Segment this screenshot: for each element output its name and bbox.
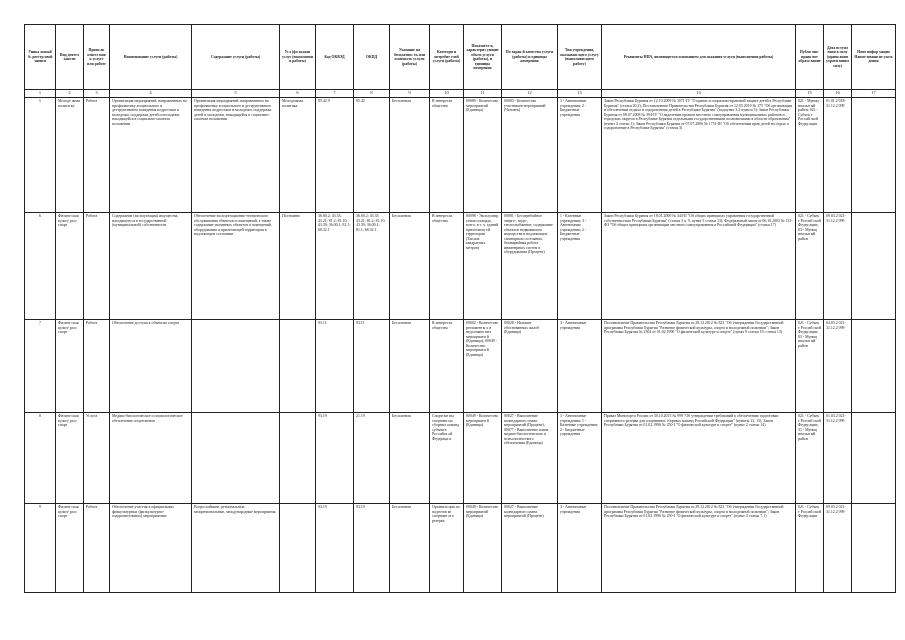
column-number: 6 bbox=[280, 90, 316, 98]
okpd-cell: 85.42 bbox=[354, 98, 390, 213]
column-number: 13 bbox=[558, 90, 602, 98]
entity-cell: 021 - Муниц ипальн ый район; 021 - Субъек т Россий ской Федер ации bbox=[796, 98, 824, 213]
table-row bbox=[25, 98, 896, 213]
okved-cell: 93.19 bbox=[316, 504, 354, 593]
content-cell: Организация мероприятий, направленных на профилактику асоциального и деструктивного поведения подростков и молодежи, поддержка детей и молодежи, находящейся в социально-опасном положении bbox=[192, 98, 280, 213]
record-number: 8 bbox=[25, 413, 56, 504]
okpd-cell: 93.19 bbox=[354, 504, 390, 593]
npa-cell: Постановление Правительства Республики Бурятия от 29.12.2012 № 823 "Об утверждении Государственной программы Республики Бурятия "Развитие физической культуры, спорта и молодежной политики"; Закон Республики Бурятия от 01.02.1996 № 250-I "О физической культуре и спорте" (пункт 4 статьи 7.1) bbox=[602, 504, 796, 593]
institution-type-cell: 3 - Автономные учреждения bbox=[558, 320, 602, 413]
conditions-cell: Молодежная политика bbox=[280, 98, 316, 213]
npa-cell: Постановление Правительства Республики Бурятия от 28.12.2012 № 823 "Об утверждении Государственной программы Республики Бурятия "Развитие физической культуры, спорта и молодежной политики"; Закон Республики Бурятия № 2504 от 01.02.1996 "О физической культуре и спорте" (пункт 9 статьи 19, статья 13) bbox=[602, 320, 796, 413]
date-cell: 09.03.2 021- 31.12.2 099 bbox=[824, 504, 852, 593]
activity-cell: Физиче ская культу ра и спорт bbox=[56, 213, 84, 320]
conditions-cell bbox=[280, 413, 316, 504]
info-cell bbox=[852, 413, 896, 504]
institution-type-cell: 3 - Автономные учреждения bbox=[558, 504, 602, 593]
volume-cell: 00049 - Количество мероприяти й (Единица) bbox=[464, 413, 502, 504]
header-cell: По харак й качества услуги (работы) и единицы измерения bbox=[502, 25, 558, 90]
date-cell: 04.03.2 021- 31.12.2 099 bbox=[824, 320, 852, 413]
volume-cell: 00089 - Количество мероприятий (Единица) bbox=[464, 98, 502, 213]
activity-cell: Молоде жная полити ка bbox=[56, 98, 84, 213]
info-cell bbox=[852, 504, 896, 593]
column-number: 17 bbox=[852, 90, 896, 98]
header-cell: ОКПД bbox=[354, 25, 390, 90]
header-cell: Номе инфор мацио Наиме ювани не ужеж дения bbox=[852, 25, 896, 90]
conditions-cell: Постоянно bbox=[280, 213, 316, 320]
type-cell: Работа bbox=[84, 98, 110, 213]
activity-cell: Физиче ская культу ра и спорт bbox=[56, 504, 84, 593]
consumers-cell: Спортсме ны спортивн ых сборных команд субъекта Российск ой Федераци и bbox=[430, 413, 464, 504]
conditions-cell bbox=[280, 504, 316, 593]
institution-type-cell: 3 - Автономные учреждения; 2 - Бюджетные учреждения bbox=[558, 98, 602, 213]
column-number: 4 bbox=[110, 90, 192, 98]
column-number: 15 bbox=[796, 90, 824, 98]
okpd-cell: 21.19 bbox=[354, 413, 390, 504]
registry-sheet bbox=[24, 24, 895, 623]
content-cell: Всероссийские, региональные, межрегиональные, международные мероприятия bbox=[192, 504, 280, 593]
type-cell: Работа bbox=[84, 213, 110, 320]
record-number: 5 bbox=[25, 98, 56, 213]
table-row bbox=[25, 320, 896, 413]
table-row bbox=[25, 413, 896, 504]
header-cell: Код ОКВЭД bbox=[316, 25, 354, 90]
volume-cell: 00049 - Количество мероприятий (Единица) bbox=[464, 504, 502, 593]
paid-cell: Бесплатная bbox=[390, 504, 430, 593]
column-number-row bbox=[25, 90, 896, 98]
date-cell: 09.03.2 021- 31.12.2 099 bbox=[824, 213, 852, 320]
column-number: 3 bbox=[84, 90, 110, 98]
header-cell: Дата вступл ения в силу (призн ания утрати вшим силу) bbox=[824, 25, 852, 90]
service-name-cell: Организация мероприятий, направленных на профилактику асоциального и деструктивного поведения подростков и молодежи, поддержка детей и молодежи, находящейся в социально-опасном положении bbox=[110, 98, 192, 213]
header-row bbox=[25, 25, 896, 90]
column-number: 9 bbox=[390, 90, 430, 98]
table-row bbox=[25, 213, 896, 320]
record-number: 9 bbox=[25, 504, 56, 593]
paid-cell: Бесплатная bbox=[390, 98, 430, 213]
header-cell: Вид деятел ьности bbox=[56, 25, 84, 90]
okved-cell: 93.19 bbox=[316, 413, 354, 504]
content-cell: Обеспечение эксплуатационно-технического обслуживания объектов и помещений, а также содержание указанных объектов и помещений, оборудования и прилегающей территории в надлежащем состоянии bbox=[192, 213, 280, 320]
consumers-cell: В интересах общества bbox=[430, 320, 464, 413]
okved-cell: 85.42.9 bbox=[316, 98, 354, 213]
info-cell bbox=[852, 320, 896, 413]
npa-cell: Приказ Минспорта России от 30.10.2015 № 999 "Об утверждении требований к обеспечению подготовки спортивного резерва для спортивных сборных команд Российской Федерации" (пункты 13, 15); Закон Республики Бурятия от 01.02.1996 № 250-I "О физической культуре и спорте" (пункт 2 статьи 14) bbox=[602, 413, 796, 504]
date-cell: 01.01.2 018- 31.12.2 099 bbox=[824, 98, 852, 213]
type-cell: Услуга bbox=[84, 413, 110, 504]
column-number: 8 bbox=[354, 90, 390, 98]
conditions-cell bbox=[280, 320, 316, 413]
type-cell: Работа bbox=[84, 320, 110, 413]
okpd-cell: 93.11 bbox=[354, 320, 390, 413]
record-number: 6 bbox=[25, 213, 56, 320]
paid-cell: Бесплатная bbox=[390, 213, 430, 320]
header-cell: Категори и потребит елей услуги (работы) bbox=[430, 25, 464, 90]
header-cell: Показател и, характериз ующие объем услуги (работы), и единицы измерения bbox=[464, 25, 502, 90]
table-row bbox=[25, 504, 896, 593]
entity-cell: 021 - Субъек т Россий ской Федер ации; 31 - Муниц ипальн ый район bbox=[796, 413, 824, 504]
quality-cell: 00027 - Выполнение календарного плана мероприятий (Процент); 00077 - Выполнение плана медико-биологического и психологического обеспечения (Единица) bbox=[502, 413, 558, 504]
header-cell: Указание на бесплатнос ть или платность услуги (работы) bbox=[390, 25, 430, 90]
quality-cell: 00083 - Количество участников мероприятий (Человек) bbox=[502, 98, 558, 213]
header-cell: Уника льный № реестр овой записи bbox=[25, 25, 56, 90]
column-number: 14 bbox=[602, 90, 796, 98]
consumers-cell: В интересах общества bbox=[430, 213, 464, 320]
header-cell: Наименование услуги (работы) bbox=[110, 25, 192, 90]
quality-cell: 00028 - Наличие обоснованных жалоб (Единица) bbox=[502, 320, 558, 413]
npa-cell: Закон Республики Бурятия от 12.10.2009 № 3071-IV "О правах и социально-правовой защите детей в Республике Бурятия" (статья 20.2); Постановление Правительства Республики Бурятия от 12.05.2010 № 175 "Об организации и обеспечении отдыха и оздоровления детей в Республике Бурятия" (подпункт 3.2 пункта 3); Закон Республики Бурятия от 08.07.2008 № 394-IV "О наделении органов местного самоуправления муниципальных районов и городских округов в Республике Бурятия отдельными государственными полномочиями в области образования" (пункт 4 статьи 1); Закон Республики Бурятия от 07.07.2006 № 1751-III "Об обеспечении прав детей на отдых и оздоровление в Республике Бурятия" (статья 3) bbox=[602, 98, 796, 213]
info-cell bbox=[852, 98, 896, 213]
header-cell: Реквизиты НПА, являющегося основанием для оказания услуги (выполнения работы) bbox=[602, 25, 796, 90]
registry-table bbox=[24, 24, 896, 593]
entity-cell: 021 - Субъек т Россий ской Федер ации; 03 - Муниц ипальн ый район bbox=[796, 320, 824, 413]
content-cell bbox=[192, 320, 280, 413]
column-number: 10 bbox=[430, 90, 464, 98]
header-cell: Содержание услуги (работы) bbox=[192, 25, 280, 90]
column-number: 2 bbox=[56, 90, 84, 98]
paid-cell: Бесплатная bbox=[390, 413, 430, 504]
okved-cell: 93.11 bbox=[316, 320, 354, 413]
column-number: 16 bbox=[824, 90, 852, 98]
volume-cell: 00002 - Количество регламенты х в недосняюч них мероприяти й (Единица); 00049 - Количество мероприяти й (Единица) bbox=[464, 320, 502, 413]
service-name-cell: Содержание (эксплуатация) имущества, находящегося в государственной (муниципальной) собственности bbox=[110, 213, 192, 320]
info-cell bbox=[852, 213, 896, 320]
header-cell: Публи чно- право вое образо вание bbox=[796, 25, 824, 90]
institution-type-cell: 3 - Автономные учреждения; 1 - Казенные учреждения; 2 - Бюджетные учреждения bbox=[558, 413, 602, 504]
record-number: 7 bbox=[25, 320, 56, 413]
entity-cell: 021 - Субъек т Россий ской Федер ации bbox=[796, 504, 824, 593]
column-number: 5 bbox=[192, 90, 280, 98]
paid-cell: Бесплатная bbox=[390, 320, 430, 413]
column-number: 11 bbox=[464, 90, 502, 98]
header-cell: Усл (фо оказан услуг (выполнени я работы) bbox=[280, 25, 316, 90]
content-cell bbox=[192, 413, 280, 504]
column-number: 1 bbox=[25, 90, 56, 98]
activity-cell: Физиче ская культу ра и спорт bbox=[56, 320, 84, 413]
service-name-cell: Обеспечение доступа к объектам спорта bbox=[110, 320, 192, 413]
npa-cell: Закон Республики Бурятия от 18.01.2000 № 343-II "Об общих принципах управления государственной собственностью Республики Бурятия" (статья 3 п. 5, пункт 5 статьи 13); Федеральный закон от 06.10.2003 № 131-ФЗ "Об общих принципах организации местного самоуправления в Российской Федерации" (статья 17) bbox=[602, 213, 796, 320]
date-cell: 01.03.2 021- 31.12.2 099 bbox=[824, 413, 852, 504]
activity-cell: Физиче ская культу ра и спорт bbox=[56, 413, 84, 504]
consumers-cell: Организа ции по подготов ке спортивн ого резерва bbox=[430, 504, 464, 593]
header-cell: Тип учреждения, оказываю щего услугу (выполняю щего работу) bbox=[558, 25, 602, 90]
consumers-cell: В интересах общества bbox=[430, 98, 464, 213]
header-cell: Призн ак отнесе ния к услуге или работе bbox=[84, 25, 110, 90]
service-name-cell: Обеспечение участия в официальных физкультурных (физкультурно-оздоровительных) мероприятиях bbox=[110, 504, 192, 593]
quality-cell: 00027 - Выполнение календарного плана мероприятий (Процент) bbox=[502, 504, 558, 593]
type-cell: Работа bbox=[84, 504, 110, 593]
okpd-cell: 36.00.2; 43.33; 43.21; 81.2; 81.10; 43.39; 36.00.1; 81.1; 68.32.1 bbox=[354, 213, 390, 320]
column-number: 12 bbox=[502, 90, 558, 98]
okved-cell: 36.00.2; 43.33; 43.21; 81.2; 81.10; 43.39; 36.00.1; 81.1; 68.32.1 bbox=[316, 213, 354, 320]
column-number: 7 bbox=[316, 90, 354, 98]
entity-cell: 021 - Субъек т Россий ской Федер ации; 03 - Муниц ипальн ый район bbox=[796, 213, 824, 320]
quality-cell: 00081 - Бесперебойное энерго-, водо-, теплоснабжение; содержание объектов недвижимого имущества в надлежащем санитарном состоянии; безаварийная работа инженерных систем и оборудования (Процент) bbox=[502, 213, 558, 320]
service-name-cell: Медико-биологическое и психологическое обеспечение спортсменов bbox=[110, 413, 192, 504]
volume-cell: 00098 - Эксплуатир уемая площадь, всего, в т. ч. зданий прилегающ ей территории (Тысяча квадратных метров) bbox=[464, 213, 502, 320]
institution-type-cell: 1 - Казенные учреждения; 3 - Автономные учреждения; 2 - Бюджетные учреждения bbox=[558, 213, 602, 320]
